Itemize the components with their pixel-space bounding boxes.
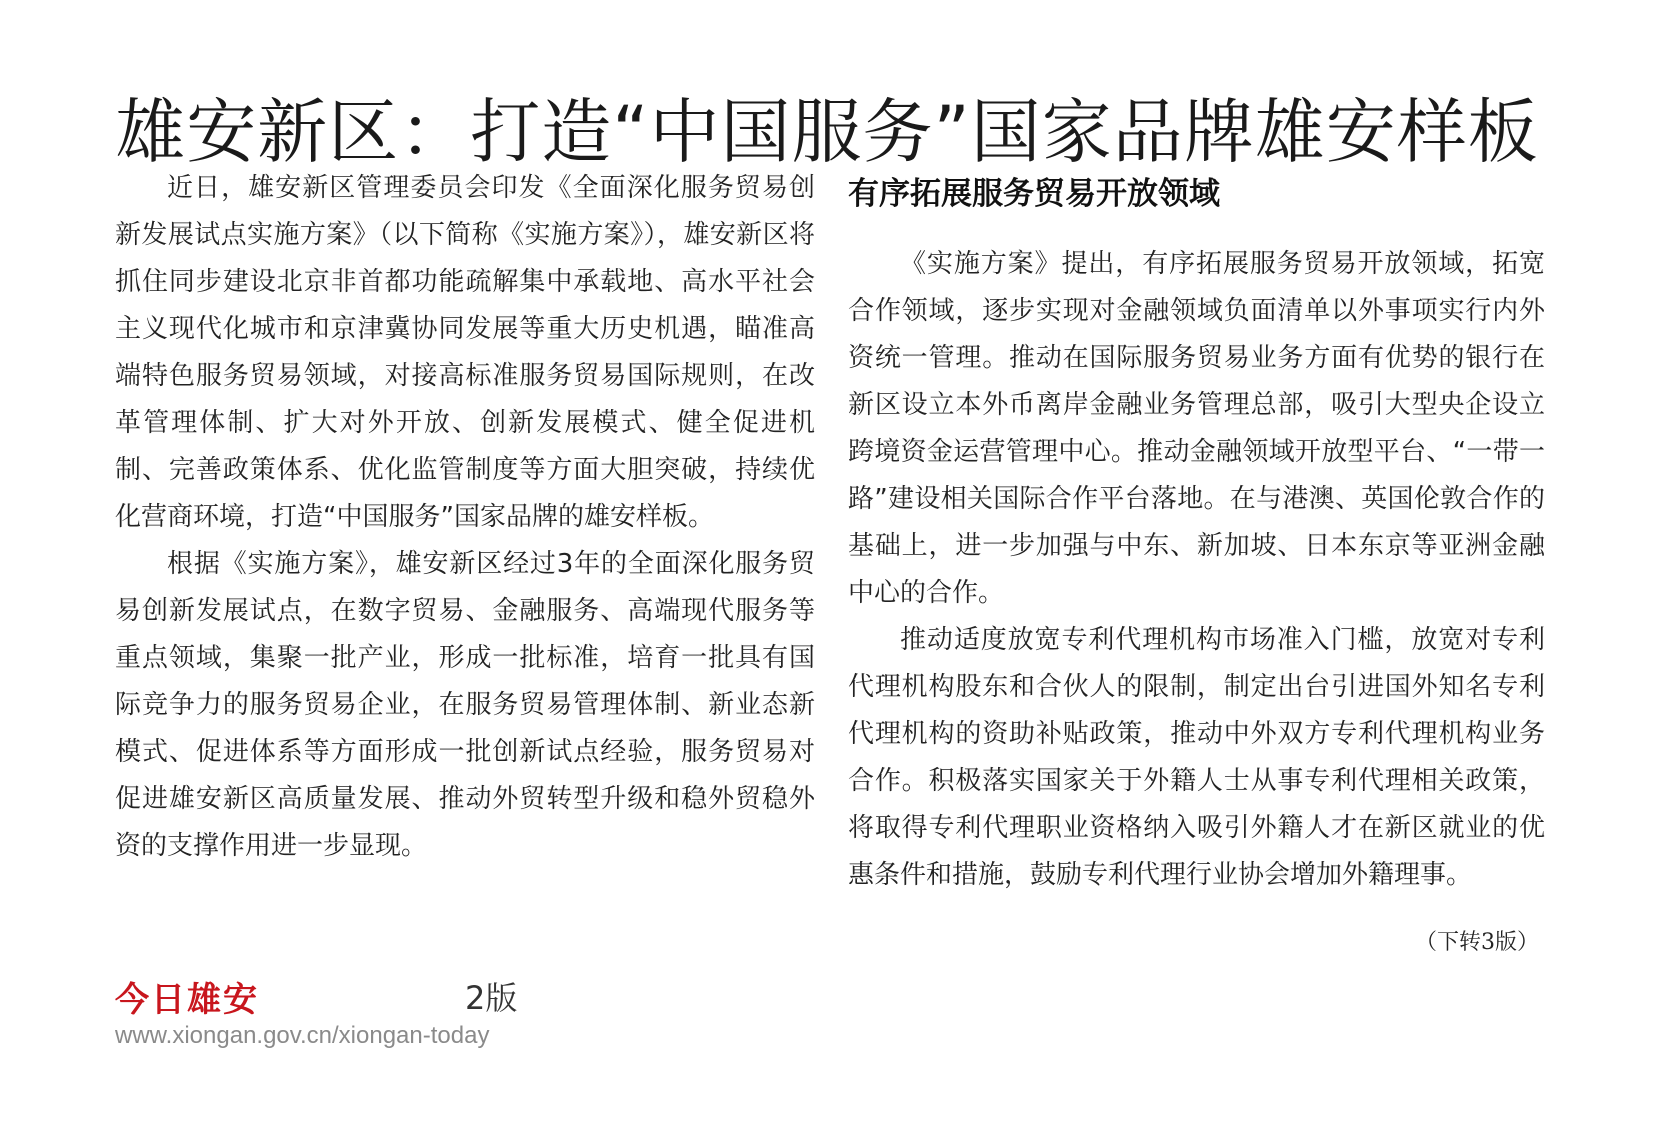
left-column [115,165,815,870]
section-heading: 有序拓展服务贸易开放领域 [848,176,1220,212]
continued-note: （下转3版） [1415,930,1539,955]
newspaper-logo: 今日雄安 [115,980,259,1020]
body-paragraph: 根据《实施方案》，雄安新区经过3年的全面深化服务贸易创新发展试点，在数字贸易、金融服务、高端现代服务等重点领域，集聚一批产业，形成一批标准，培育一批具有国际竞争力的服务贸易企业，在服务贸易管理体制、新业态新模式、促进体系等方面形成一批创新试点经验，服务贸易对促进雄安新区高质量发展、推动外贸转型升级和稳外贸稳外资的支撑作用进一步显现。 [115,549,815,861]
page-number: 2版 [465,979,518,1017]
website-url: www.xiongan.gov.cn/xiongan-today [115,1022,490,1049]
body-paragraph: 近日，雄安新区管理委员会印发《全面深化服务贸易创新发展试点实施方案》（以下简称《实施方案》），雄安新区将抓住同步建设北京非首都功能疏解集中承载地、高水平社会主义现代化城市和京津冀协同发展等重大历史机遇，瞄准高端特色服务贸易领域，对接高标准服务贸易国际规则，在改革管理体制、扩大对外开放、创新发展模式、健全促进机制、完善政策体系、优化监管制度等方面大胆突破，持续优化营商环境，打造“中国服务”国家品牌的雄安样板。 [115,173,815,532]
article-title: 雄安新区：打造“中国服务”国家品牌雄安样板 [115,90,1539,173]
body-paragraph: 推动适度放宽专利代理机构市场准入门槛，放宽对专利代理机构股东和合伙人的限制，制定出台引进国外知名专利代理机构的资助补贴政策，推动中外双方专利代理机构业务合作。积极落实国家关于外籍人士从事专利代理相关政策，将取得专利代理职业资格纳入吸引外籍人才在新区就业的优惠条件和措施，鼓励专利代理行业协会增加外籍理事。 [848,625,1545,890]
right-column [848,170,1545,899]
body-paragraph: 《实施方案》提出，有序拓展服务贸易开放领域，拓宽合作领域，逐步实现对金融领域负面清单以外事项实行内外资统一管理。推动在国际服务贸易业务方面有优势的银行在新区设立本外币离岸金融业务管理总部，吸引大型央企设立跨境资金运营管理中心。推动金融领域开放型平台、“一带一路”建设相关国际合作平台落地。在与港澳、英国伦敦合作的基础上，进一步加强与中东、新加坡、日本东京等亚洲金融中心的合作。 [848,249,1545,608]
